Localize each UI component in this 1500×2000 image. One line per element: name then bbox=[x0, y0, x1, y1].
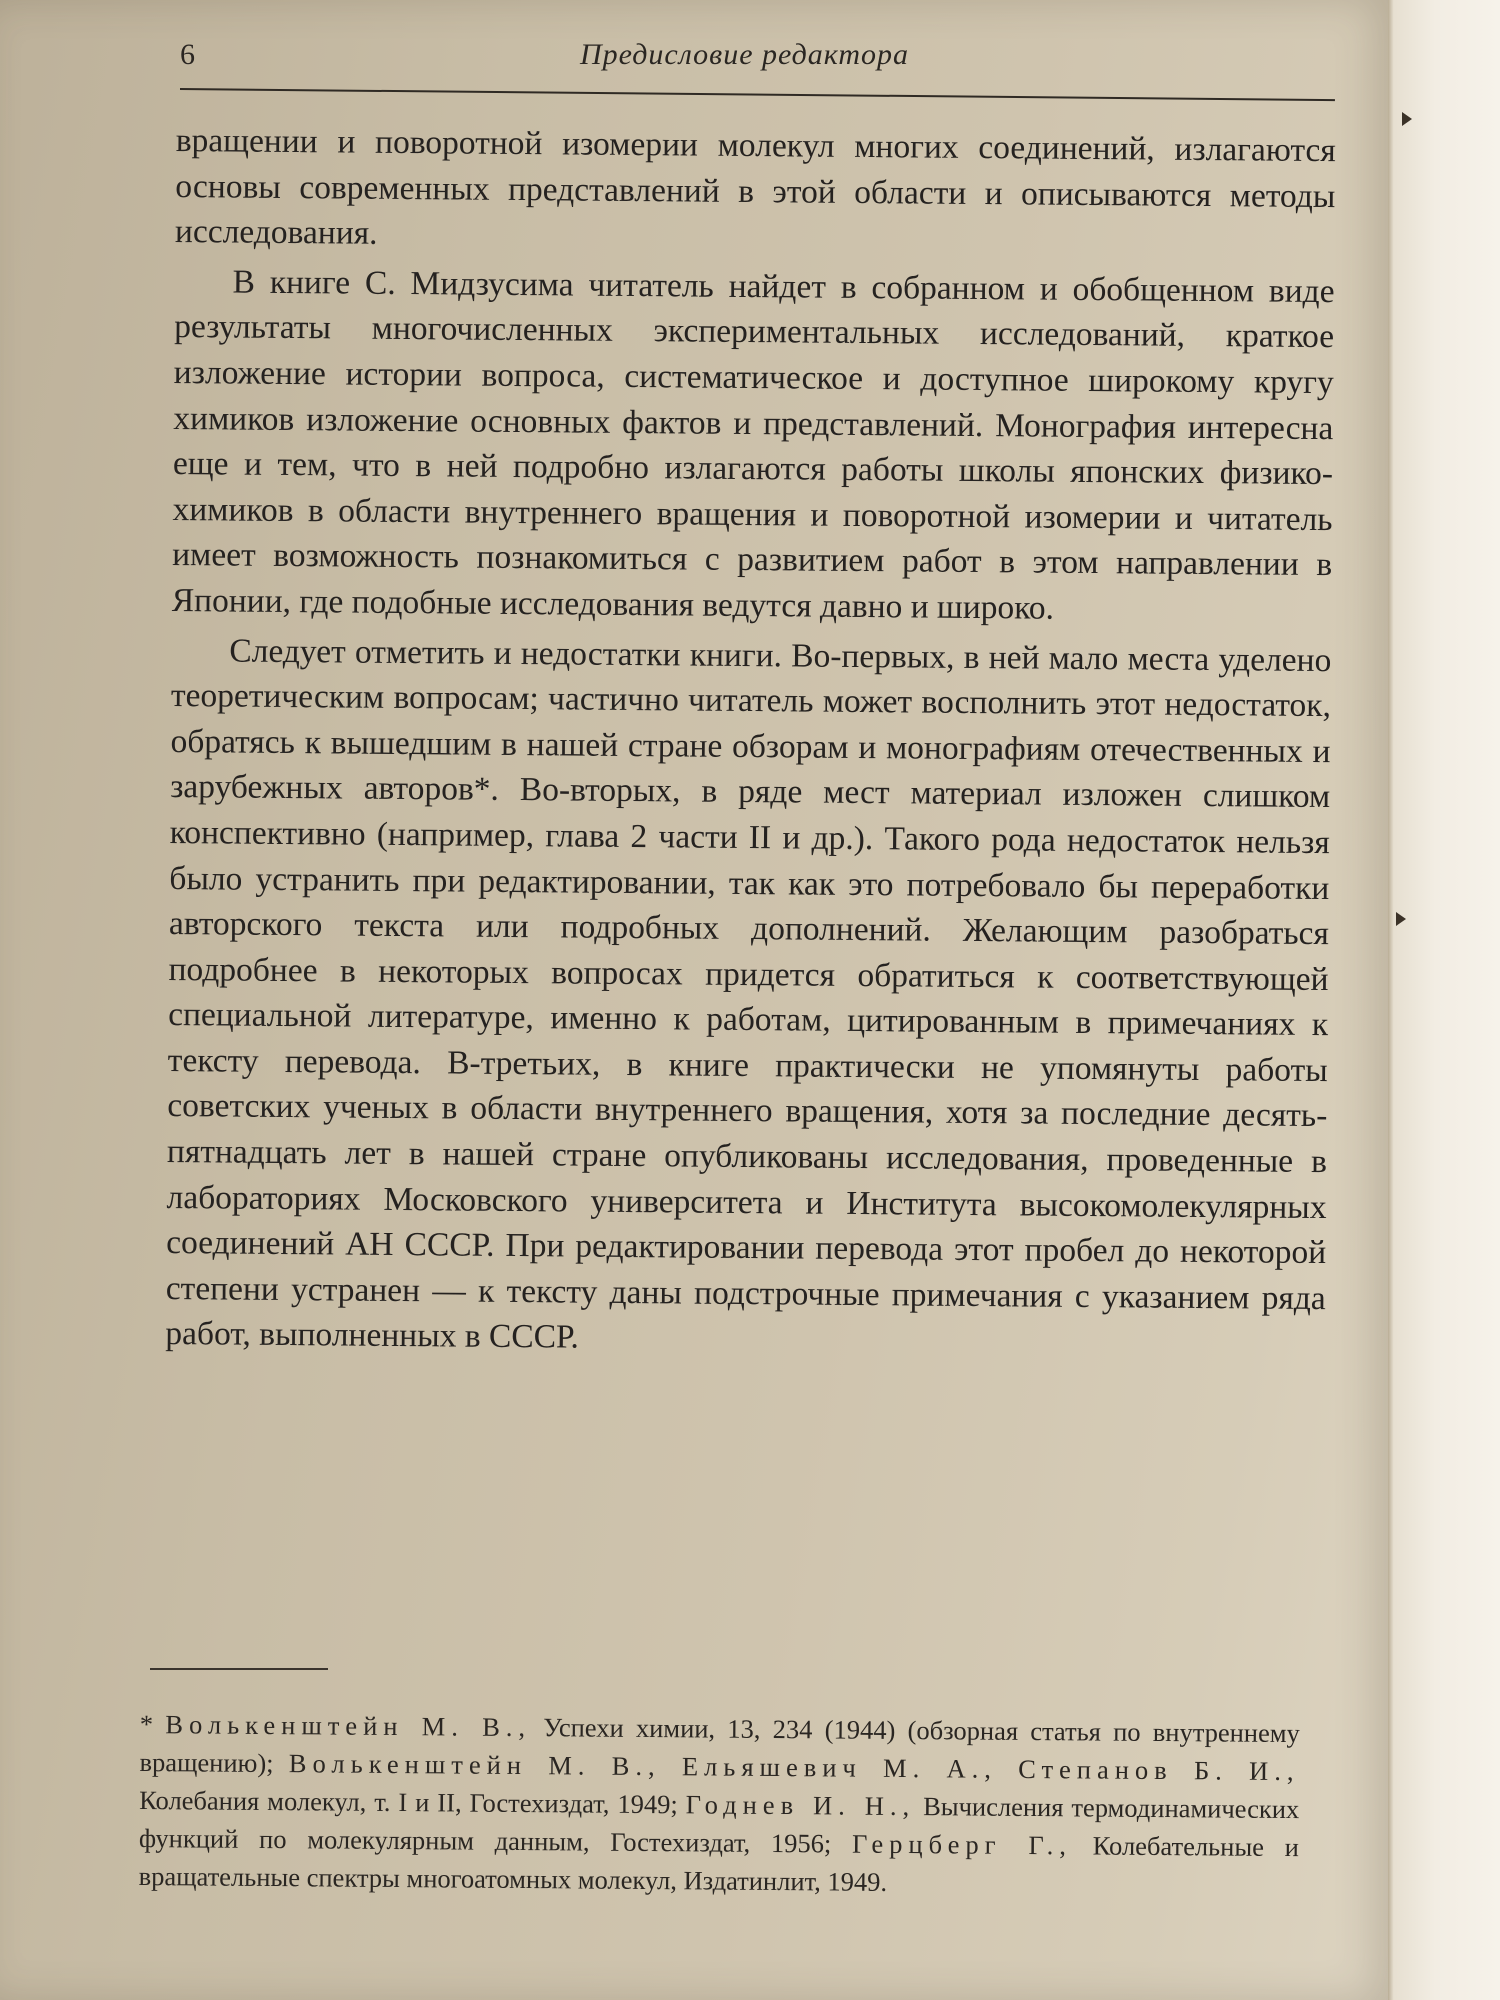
footnote-author: Годнев И. Н., bbox=[685, 1789, 916, 1822]
main-text bbox=[165, 118, 1336, 1367]
page-number: 6 bbox=[180, 38, 195, 71]
footnote-author: Волькенштейн М. В., Ельяшевич М. А., Степанов Б. И., bbox=[288, 1748, 1300, 1787]
paragraph-book-summary: В книге С. Мидзусима читатель найдет в собранном и обобщенном виде результаты многочисленных экспериментальных исследований, краткое изложение истории вопроса, систематическое и доступное широкому кругу химиков изложение основных фактов и представлений. Монография интересна еще и тем, что в ней подробно излагаются работы школы японских физико-химиков в области внутреннего вращения и поворотной изомерии и читатель имеет возможность познакомиться с развитием работ в этом направлении в Японии, где подобные исследования ведутся давно и широко. bbox=[171, 263, 1335, 627]
footnote bbox=[139, 1705, 1300, 1904]
footnote-rule bbox=[150, 1668, 328, 1670]
running-title: Предисловие редактора bbox=[580, 38, 910, 71]
facing-page bbox=[1392, 0, 1500, 2000]
footnote-reference: Колебательные и вращательные спектры многоатомных молекул, Издатинлит, 1949. bbox=[138, 1830, 1300, 1897]
page-edge bbox=[1388, 0, 1394, 2000]
page-header bbox=[180, 38, 1330, 88]
footnote-reference: Вычисления термодинамических функций по молекулярным данным, Гостехиздат, 1956; bbox=[138, 1791, 1300, 1859]
paragraph-shortcomings: Следует отметить и недостатки книги. Во-первых, в ней мало места уделено теоретическим вопросам; частично читатель может восполнить этот недостаток, обратясь к вышедшим в нашей стране обзорам и монографиям отечественных и зарубежных авторов*. Во-вторых, в ряде мест материал изложен слишком конспективно (например, глава 2 части II и др.). Такого рода недостаток нельзя было устранить при редактировании, так как это потребовало бы переработки авторского текста или подробных дополнений. Желающим разобраться подробнее в некоторых вопросах придется обратиться к соответствующей специальной литературе, именно к работам, цитированным в примечаниях к тексту перевода. В-третьих, в книге практически не упомянуты работы советских ученых в области внутреннего вращения, хотя за последние десять-пятнадцать лет в нашей стране опубликованы исследования, проведенные в лабораториях Московского университета и Института высокомолекулярных соединений АН СССР. При редактировании перевода этот пробел до некоторой степени устранен — к тексту даны подстрочные примечания с указанием ряда работ, выполненных в СССР. bbox=[165, 632, 1332, 1356]
header-rule bbox=[180, 88, 1335, 101]
paragraph-continued: вращении и поворотной изомерии молекул многих соединений, излагаются основы современных представлений в этой области и описываются методы исследования. bbox=[174, 121, 1336, 252]
footnote-reference: Колебания молекул, т. I и II, Гостехиздат, 1949; bbox=[139, 1784, 678, 1820]
footnote-reference: Успехи химии, 13, 234 (1944) (обзорная статья по внутреннему вращению); bbox=[139, 1712, 1300, 1779]
footnote-author: Герцберг Г., bbox=[851, 1828, 1073, 1861]
footnote-author: Волькенштейн М. В., bbox=[165, 1709, 532, 1743]
footnote-marker: * bbox=[139, 1708, 154, 1740]
